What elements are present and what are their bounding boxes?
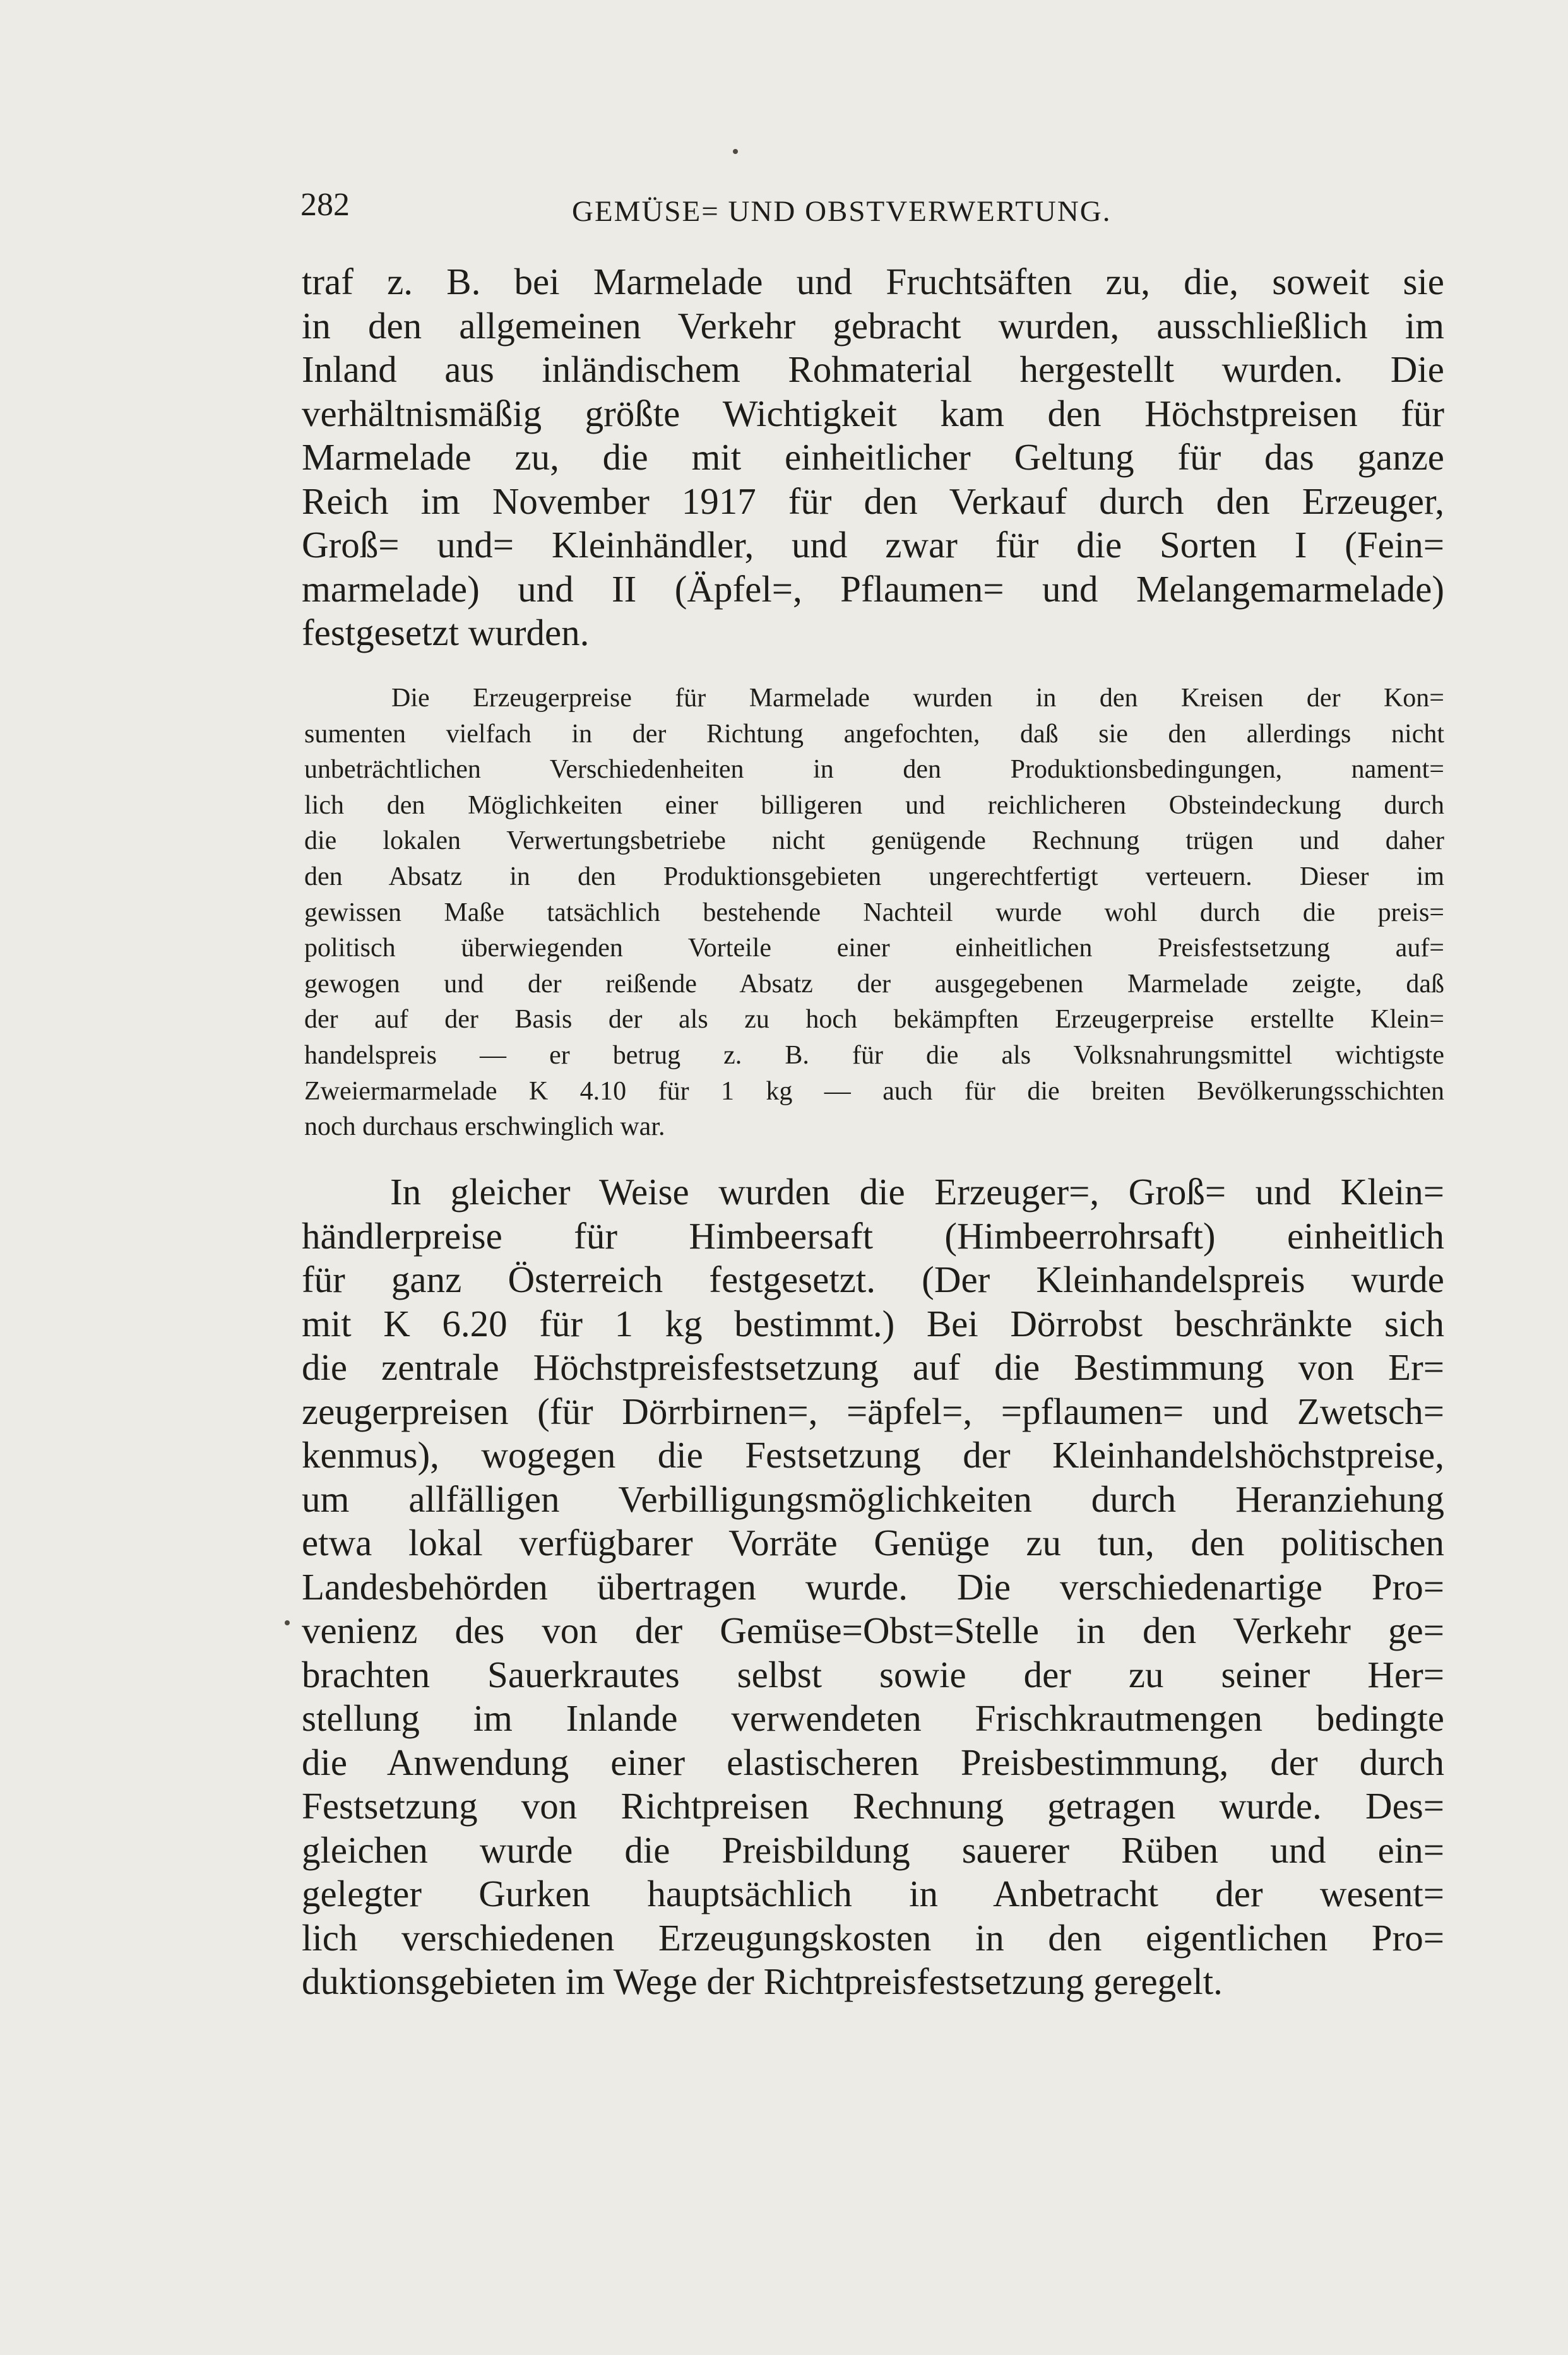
footnote-line: unbeträchtlichen Verschiedenheiten in den Produktionsbedingungen, nament= — [304, 755, 1444, 785]
footnote-line: noch durchaus erschwinglich war. — [304, 1112, 665, 1142]
text-line: verhältnismäßig größte Wichtigkeit kam den Höchstpreisen für — [302, 392, 1444, 434]
text-line: venienz des von der Gemüse=Obst=Stelle in den Verkehr ge= — [302, 1610, 1444, 1651]
paragraph-1 — [302, 260, 1444, 655]
footnote-line: den Absatz in den Produktionsgebieten ungerechtfertigt verteuern. Dieser im — [304, 862, 1444, 891]
paper-speck — [285, 1620, 290, 1625]
text-line: lich verschiedenen Erzeugungskosten in den eigentlichen Pro= — [302, 1916, 1444, 1959]
text-line: Festsetzung von Richtpreisen Rechnung getragen wurde. Des= — [302, 1785, 1444, 1827]
footnote-line: sumenten vielfach in der Richtung angefochten, daß sie den allerdings nicht — [304, 719, 1444, 749]
footnote-line: der auf der Basis der als zu hoch bekämpften Erzeugerpreise erstellte Klein= — [304, 1005, 1444, 1035]
footnote-line: lich den Möglichkeiten einer billigeren und reichlicheren Obsteindeckung durch — [304, 790, 1444, 820]
footnote-line: politisch überwiegenden Vorteile einer einheitlichen Preisfestsetzung auf= — [304, 934, 1444, 963]
footnote-line: gewissen Maße tatsächlich bestehende Nachteil wurde wohl durch die preis= — [304, 898, 1444, 927]
text-line: stellung im Inlande verwendeten Frischkrautmengen bedingte — [302, 1697, 1444, 1739]
text-line: händlerpreise für Himbeersaft (Himbeerrohrsaft) einheitlich — [302, 1214, 1444, 1257]
running-head: GEMÜSE= UND OBSTVERWERTUNG. — [572, 195, 1112, 228]
text-line: in den allgemeinen Verkehr gebracht wurden, ausschließlich im — [302, 304, 1444, 347]
footnote-line: die lokalen Verwertungsbetriebe nicht genügende Rechnung trügen und daher — [304, 826, 1444, 856]
text-line: gelegter Gurken hauptsächlich in Anbetracht der wesent= — [302, 1873, 1444, 1914]
text-line: duktionsgebieten im Wege der Richtpreisfestsetzung geregelt. — [302, 1961, 1223, 2002]
text-line: für ganz Österreich festgesetzt. (Der Kleinhandelspreis wurde — [302, 1259, 1444, 1300]
page-header — [300, 177, 1178, 234]
text-line: Inland aus inländischem Rohmaterial hergestellt wurden. Die — [302, 348, 1444, 390]
footnote-line: gewogen und der reißende Absatz der ausgegebenen Marmelade zeigte, daß — [304, 969, 1444, 999]
footnote-line: handelspreis — er betrug z. B. für die als Volksnahrungsmittel wichtigste — [304, 1040, 1444, 1070]
footnote-paragraph — [304, 680, 1444, 1145]
text-line: Reich im November 1917 für den Verkauf durch den Erzeuger, — [302, 480, 1444, 522]
text-line: die zentrale Höchstpreisfestsetzung auf die Bestimmung von Er= — [302, 1346, 1444, 1388]
paper-speck — [733, 149, 738, 154]
text-line: In gleicher Weise wurden die Erzeuger=, Groß= und Klein= — [390, 1171, 1444, 1213]
text-line: zeugerpreisen (für Dörrbirnen=, =äpfel=, =pflaumen= und Zwetsch= — [302, 1390, 1444, 1432]
text-line: marmelade) und II (Äpfel=, Pflaumen= und Melangemarmelade) — [302, 567, 1444, 610]
text-line: Marmelade zu, die mit einheitlicher Geltung für das ganze — [302, 436, 1444, 478]
paragraph-2 — [302, 1170, 1444, 2004]
text-line: brachten Sauerkrautes selbst sowie der zu seiner Her= — [302, 1653, 1444, 1695]
text-line: traf z. B. bei Marmelade und Fruchtsäften zu, die, soweit sie — [302, 261, 1444, 302]
text-line: festgesetzt wurden. — [302, 612, 590, 653]
footnote-line: Die Erzeugerpreise für Marmelade wurden in den Kreisen der Kon= — [391, 684, 1444, 713]
text-line: um allfälligen Verbilligungsmöglichkeiten durch Heranziehung — [302, 1478, 1444, 1520]
text-line: Groß= und= Kleinhändler, und zwar für die Sorten I (Fein= — [302, 524, 1444, 566]
footnote-line: Zweiermarmelade K 4.10 für 1 kg — auch für die breiten Bevölkerungsschichten — [304, 1076, 1444, 1106]
text-line: die Anwendung einer elastischeren Preisbestimmung, der durch — [302, 1741, 1444, 1783]
text-line: mit K 6.20 für 1 kg bestimmt.) Bei Dörrobst beschränkte sich — [302, 1302, 1444, 1344]
text-line: etwa lokal verfügbarer Vorräte Genüge zu tun, den politischen — [302, 1522, 1444, 1563]
text-line: kenmus), wogegen die Festsetzung der Kleinhandelshöchstpreise, — [302, 1434, 1444, 1476]
page-number: 282 — [300, 187, 350, 223]
text-line: Landesbehörden übertragen wurde. Die verschiedenartige Pro= — [302, 1565, 1444, 1608]
text-line: gleichen wurde die Preisbildung sauerer Rüben und ein= — [302, 1829, 1444, 1871]
